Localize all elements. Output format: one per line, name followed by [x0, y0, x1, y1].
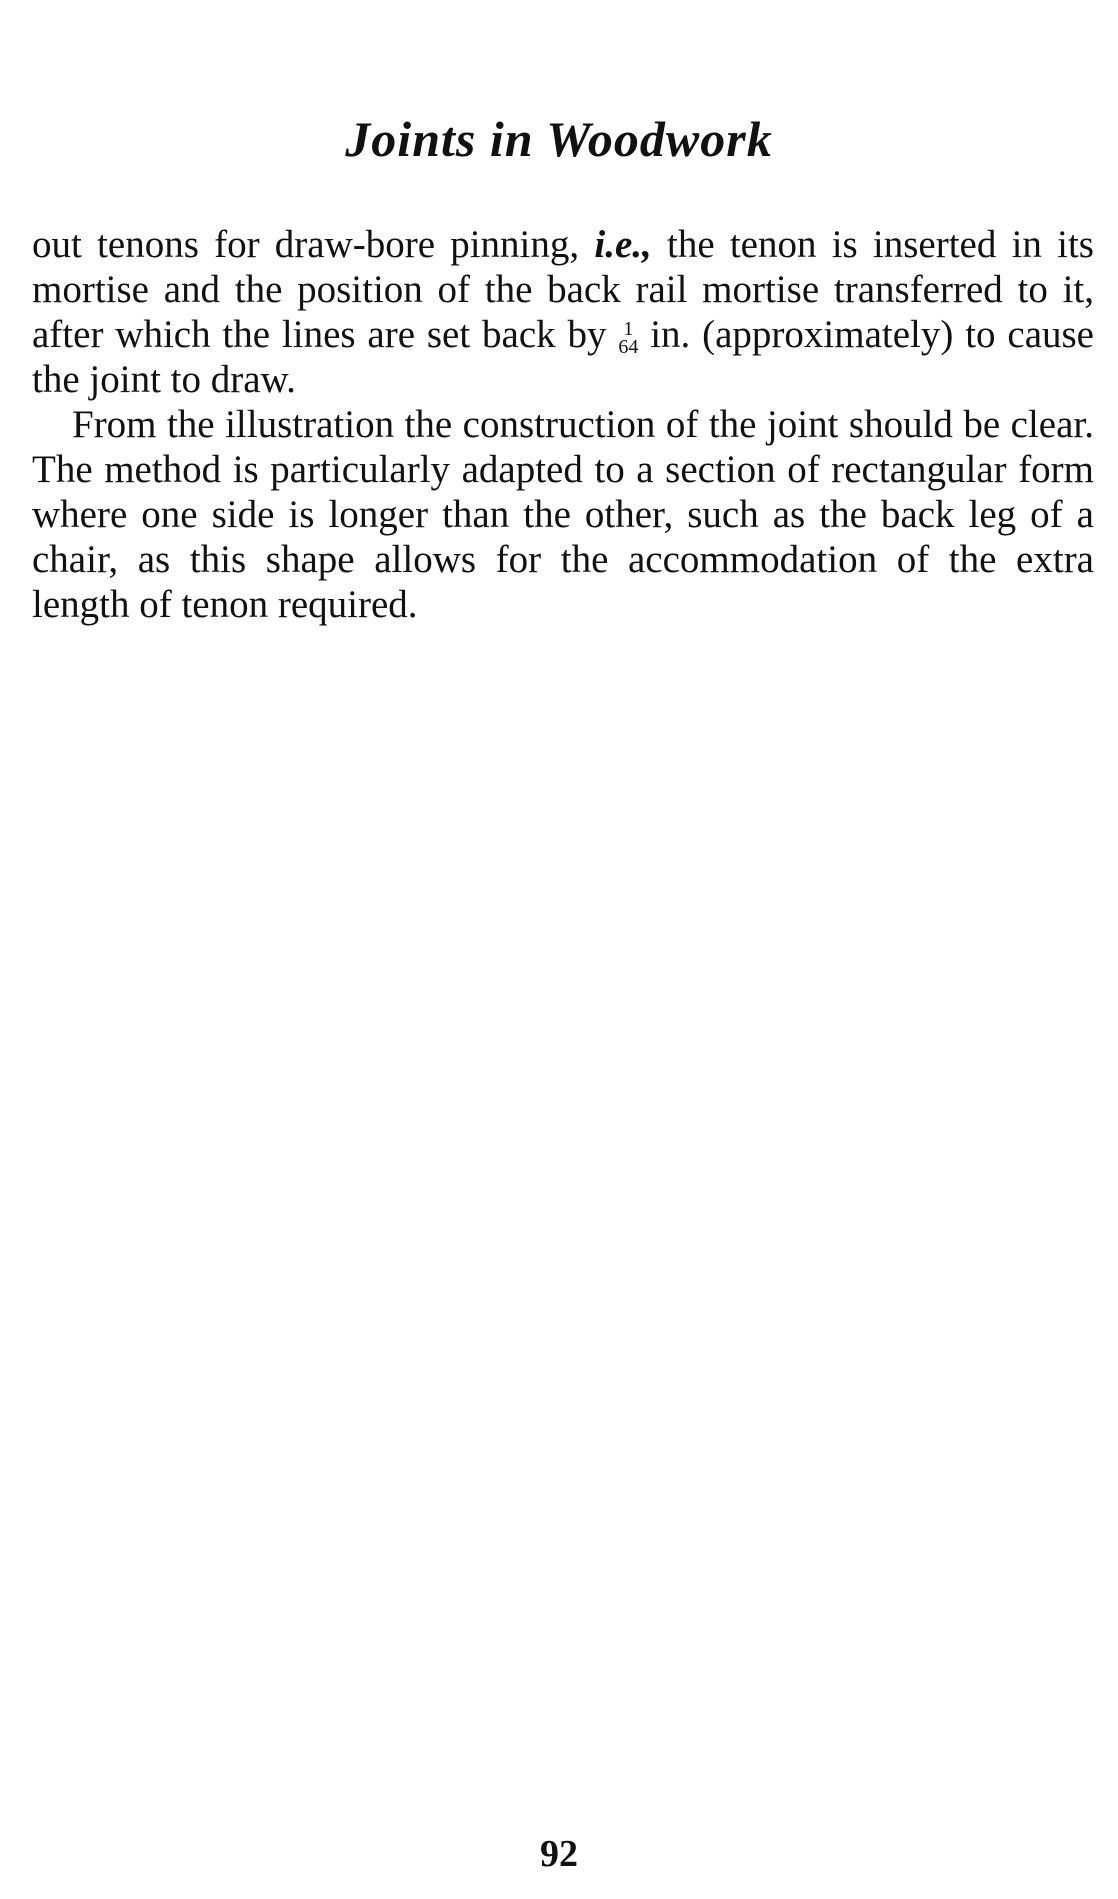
fraction: [618, 320, 638, 356]
body-text: [32, 222, 1094, 627]
running-header-title: Joints in Woodwork: [345, 111, 773, 167]
page-number: 92: [540, 1833, 578, 1875]
fraction-numerator: 1: [623, 318, 634, 340]
paragraph-1-text-a: out tenons for draw-bore pinning,: [32, 223, 595, 266]
paragraph-1-italic: i.e.,: [594, 223, 652, 266]
fraction-denominator: 64: [618, 336, 639, 358]
paragraph-2: From the illustration the construction of the joint should be clear. The method is particularly adapted to a section of rectangular form where one side is longer than the other, such as the back leg of a chair, as this shape allows for the accommodation of the extra length of tenon required.: [32, 403, 1094, 626]
paragraph-1: [32, 222, 1094, 402]
paragraph-1-text-b: the tenon is inserted in its mortise and the position of the back rail mortise transferred to it, after which the lines are set back by: [32, 223, 1094, 356]
paragraph-1-text-c: in. (approximately) to cause the joint to draw.: [32, 313, 1094, 401]
